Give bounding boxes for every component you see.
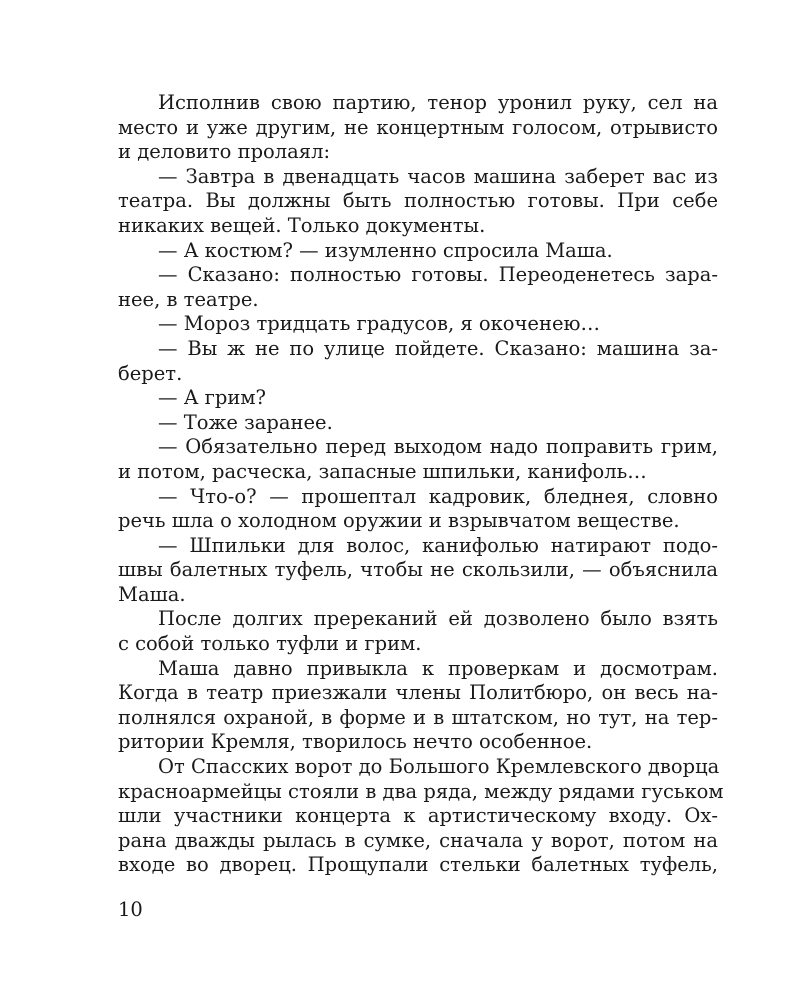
- text-line: театра. Вы должны быть полностью готовы. При себе: [118, 189, 718, 213]
- text-line: Когда в театр приезжали члены Политбюро, он весь на-: [118, 681, 718, 705]
- text-line: — Вы ж не по улице пойдете. Сказано: машина за-: [158, 336, 718, 360]
- text-line: никаких вещей. Только документы.: [118, 213, 486, 237]
- page-number: 10: [118, 898, 143, 921]
- text-line: и деловито пролаял:: [118, 140, 331, 164]
- text-line: и потом, расческа, запасные шпильки, канифоль…: [118, 459, 647, 483]
- text-line: речь шла о холодном оружии и взрывчатом веществе.: [118, 509, 680, 533]
- text-line: — Завтра в двенадцать часов машина заберет вас из: [158, 164, 718, 188]
- body-text: [118, 91, 724, 878]
- text-line: красноармейцы стояли в два ряда, между рядами гуськом: [118, 779, 724, 803]
- text-line: Маша давно привыкла к проверкам и досмотрам.: [158, 656, 718, 680]
- text-line: шли участники концерта к артистическому входу. Ох-: [118, 804, 718, 828]
- text-line: — Тоже заранее.: [158, 410, 333, 434]
- text-line: ритории Кремля, творилось нечто особенное.: [118, 730, 593, 754]
- text-line: нее, в театре.: [118, 287, 259, 311]
- text-line: После долгих пререканий ей дозволено было взять: [158, 607, 718, 631]
- text-line: — Шпильки для волос, канифолью натирают подо-: [158, 533, 718, 557]
- text-line: Исполнив свою партию, тенор уронил руку, сел на: [158, 91, 718, 114]
- text-line: с собой только туфли и грим.: [118, 632, 422, 656]
- text-line: — Что-о? — прошептал кадровик, бледнея, словно: [158, 484, 718, 508]
- text-line: полнялся охраной, в форме и в штатском, но тут, на тер-: [118, 705, 718, 729]
- text-line: — А костюм? — изумленно спросила Маша.: [158, 238, 613, 262]
- text-line: место и уже другим, не концертным голосом, отрывисто: [118, 115, 718, 139]
- text-line: рана дважды рылась в сумке, сначала у ворот, потом на: [118, 828, 718, 852]
- text-line: — Сказано: полностью готовы. Переоденетесь зара-: [158, 263, 718, 287]
- text-line: — А грим?: [158, 386, 266, 410]
- text-line: швы балетных туфель, чтобы не скользили, — объяснила: [118, 558, 718, 582]
- text-line: — Мороз тридцать градусов, я окоченею…: [158, 312, 600, 336]
- text-line: От Спасских ворот до Большого Кремлевского дворца: [158, 755, 720, 779]
- text-line: Маша.: [118, 582, 186, 606]
- text-line: — Обязательно перед выходом надо поправить грим,: [158, 435, 718, 459]
- text-line: входе во дворец. Прощупали стельки балетных туфель,: [118, 853, 718, 877]
- text-line: берет.: [118, 361, 183, 385]
